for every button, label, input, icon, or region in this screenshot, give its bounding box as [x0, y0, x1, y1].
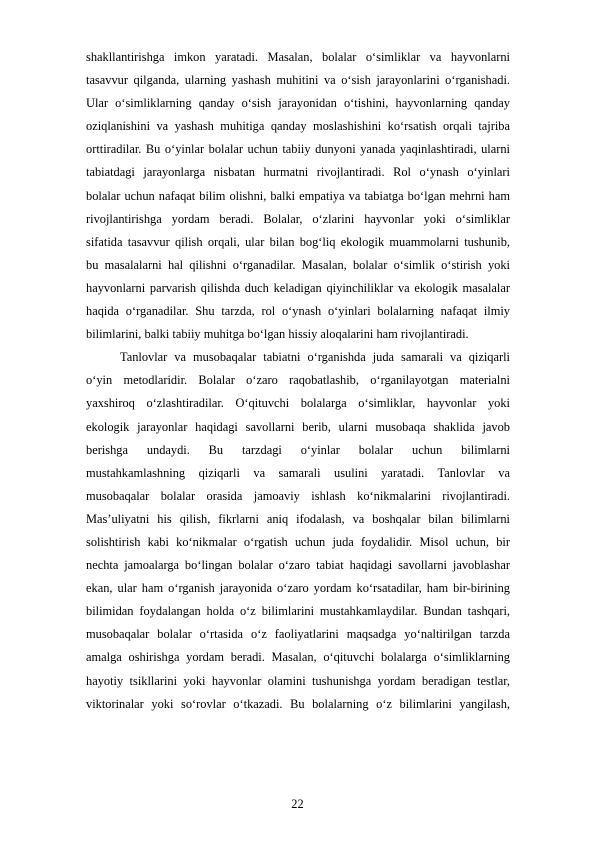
text-line: rivojlantirishga yordam beradi. Bolalar, o‘zlarini hayvonlar yoki o‘simliklar: [86, 211, 510, 226]
text-line: nechta jamoalarga bo‘lingan bolalar o‘zaro tabiat haqidagi savollarni javoblashar: [86, 558, 510, 573]
text-line: yaxshiroq o‘zlashtiradilar. O‘qituvchi bolalarga o‘simliklar, hayvonlar yoki: [86, 396, 510, 411]
text-line: bilimlarini, balki tabiiy muhitga bo‘lgan hissiy aloqalarini ham rivojlantiradi.: [86, 327, 469, 342]
text-line: Tanlovlar va musobaqalar tabiatni o‘rganishda juda samarali va qiziqarli: [120, 350, 510, 365]
text-line: berishga undaydi. Bu tarzdagi o‘yinlar bolalar uchun bilimlarni: [86, 442, 510, 457]
text-line: orttiradilar. Bu o‘yinlar bolalar uchun tabiiy dunyoni yanada yaqinlashtiradi, ularni: [86, 142, 510, 157]
text-line: tabiatdagi jarayonlarga nisbatan hurmatni rivojlantiradi. Rol o‘ynash o‘yinlari: [86, 165, 510, 180]
paragraph-2: [86, 346, 510, 716]
text-line: sifatida tasavvur qilish orqali, ular bilan bog‘liq ekologik muammolarni tushunib,: [86, 234, 510, 249]
text-line: Ular o‘simliklarning qanday o‘sish jarayonidan o‘tishini, hayvonlarning qanday: [86, 96, 510, 111]
text-line: solishtirish kabi ko‘nikmalar o‘rgatish uchun juda foydalidir. Misol uchun, bir: [86, 534, 510, 549]
text-line: hayotiy tsikllarini yoki hayvonlar olamini tushunishga yordam beradigan testlar,: [86, 673, 510, 688]
text-line: shakllantirishga imkon yaratadi. Masalan, bolalar o‘simliklar va hayvonlarni: [86, 50, 510, 64]
page-body: [86, 46, 510, 716]
text-line: oziqlanishini va yashash muhitiga qanday moslashishini ko‘rsatish orqali tajriba: [86, 119, 510, 134]
page-number: 22: [291, 797, 304, 811]
text-line: hayvonlarni parvarish qilishda duch keladigan qiyinchiliklar va ekologik masalalar: [86, 280, 510, 295]
text-line: bilimidan foydalangan holda o‘z bilimlarini mustahkamlaydilar. Bundan tashqari,: [86, 604, 510, 619]
text-line: ekologik jarayonlar haqidagi savollarni berib, ularni musobaqa shaklida javob: [86, 419, 510, 434]
text-line: haqida o‘rganadilar. Shu tarzda, rol o‘ynash o‘yinlari bolalarning nafaqat ilmiy: [86, 304, 510, 319]
text-line: amalga oshirishga yordam beradi. Masalan, o‘qituvchi bolalarga o‘simliklarning: [86, 650, 510, 665]
text-line: tasavvur qilganda, ularning yashash muhitini va o‘sish jarayonlarini o‘rganishadi.: [86, 73, 510, 88]
text-line: musobaqalar bolalar o‘rtasida o‘z faoliyatlarini maqsadga yo‘naltirilgan tarzda: [86, 627, 510, 642]
text-line: bu masalalarni hal qilishni o‘rganadilar. Masalan, bolalar o‘simlik o‘stirish yoki: [86, 257, 510, 272]
text-line: mustahkamlashning qiziqarli va samarali usulini yaratadi. Tanlovlar va: [86, 465, 510, 480]
text-line: o‘yin metodlaridir. Bolalar o‘zaro raqobatlashib, o‘rganilayotgan materialni: [86, 373, 510, 388]
text-line: ekan, ular ham o‘rganish jarayonida o‘zaro yordam ko‘rsatadilar, ham bir-birining: [86, 581, 510, 596]
text-line: Mas’uliyatni his qilish, fikrlarni aniq ifodalash, va boshqalar bilan bilimlarni: [86, 511, 510, 526]
text-line: viktorinalar yoki so‘rovlar o‘tkazadi. Bu bolalarning o‘z bilimlarini yangilash,: [86, 696, 510, 711]
text-line: musobaqalar bolalar orasida jamoaviy ishlash ko‘nikmalarini rivojlantiradi.: [86, 488, 510, 503]
paragraph-1: [86, 46, 510, 346]
text-line: bolalar uchun nafaqat bilim olishni, balki empatiya va tabiatga bo‘lgan mehrni ham: [86, 188, 510, 203]
